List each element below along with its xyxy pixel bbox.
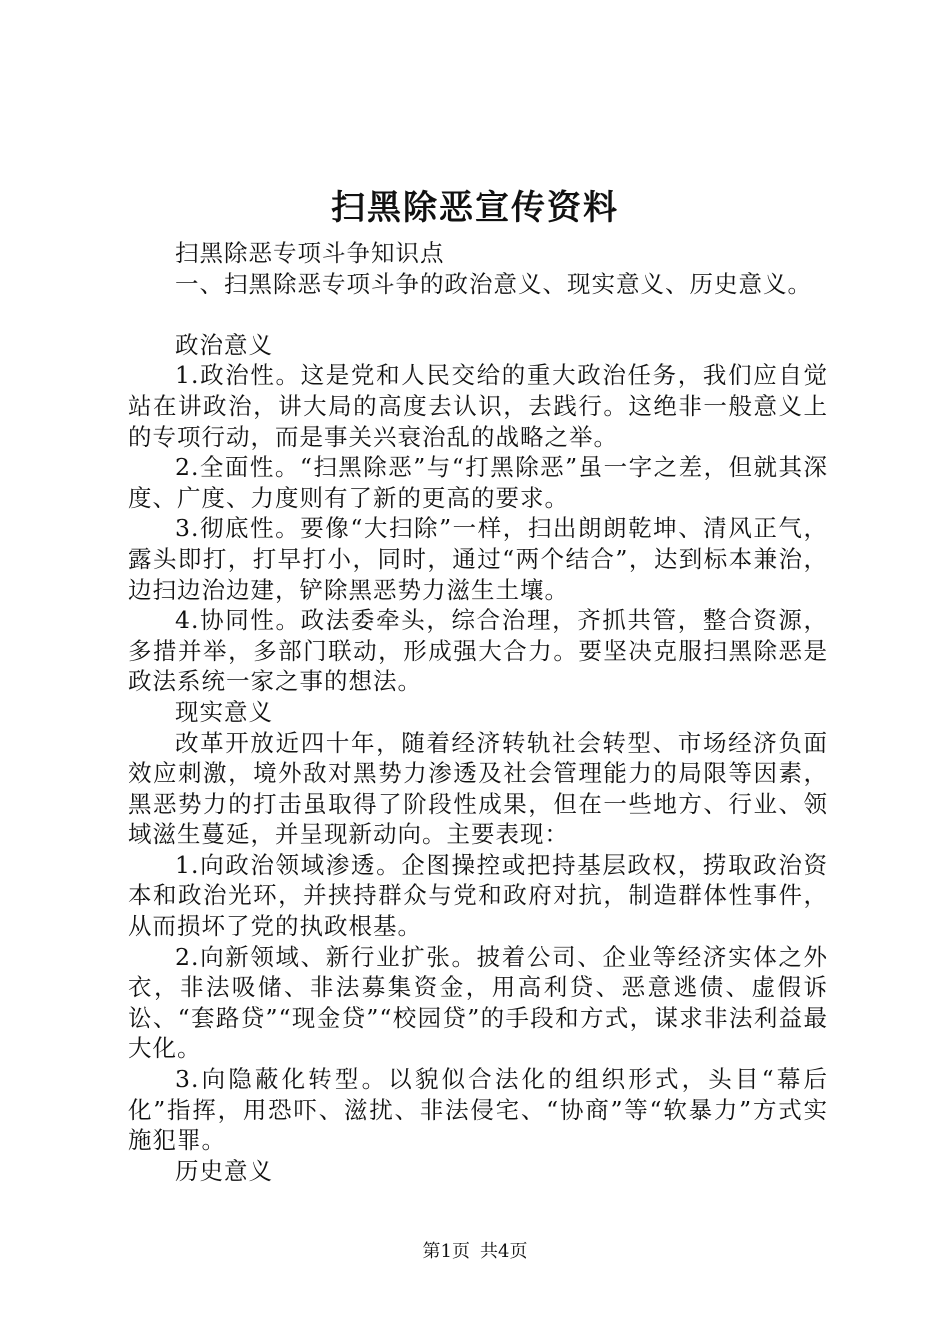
- body-paragraph: 3.向隐蔽化转型。以貌似合法化的组织形式，头目“幕后化”指挥，用恐吓、滋扰、非法侵宅、“协商”等“软暴力”方式实施犯罪。: [128, 1065, 828, 1155]
- subsection-heading: 历史意义: [175, 1156, 273, 1185]
- body-paragraph: 2.全面性。“扫黑除恶”与“打黑除恶”虽一字之差，但就其深度、广度、力度则有了新的更高的要求。: [128, 453, 828, 512]
- body-paragraph: 1.政治性。这是党和人民交给的重大政治任务，我们应自觉站在讲政治，讲大局的高度去认识，去践行。这绝非一般意义上的专项行动，而是事关兴衰治乱的战略之举。: [128, 361, 828, 451]
- subsection-heading: 现实意义: [175, 697, 273, 726]
- document-body: [128, 238, 828, 1186]
- body-paragraph: 2.向新领域、新行业扩张。披着公司、企业等经济实体之外衣，非法吸储、非法募集资金，用高利贷、恶意逃债、虚假诉讼、“套路贷”“现金贷”“校园贷”的手段和方式，谋求非法利益最大化。: [128, 942, 828, 1063]
- body-paragraph: 改革开放近四十年，随着经济转轨社会转型、市场经济负面效应刺激，境外敌对黑势力渗透及社会管理能力的局限等因素，黑恶势力的打击虽取得了阶段性成果，但在一些地方、行业、领域滋生蔓延，并呈现新动向。主要表现：: [128, 728, 828, 849]
- body-paragraph: 1.向政治领域渗透。企图操控或把持基层政权，捞取政治资本和政治光环，并挟持群众与党和政府对抗，制造群体性事件，从而损坏了党的执政根基。: [128, 850, 828, 941]
- blank-line: [128, 299, 828, 330]
- section-heading: 一、扫黑除恶专项斗争的政治意义、现实意义、历史意义。: [175, 269, 812, 298]
- body-paragraph: 3.彻底性。要像“大扫除”一样，扫出朗朗乾坤、清风正气，露头即打，打早打小，同时，通过“两个结合”，达到标本兼治，边扫边治边建，铲除黑恶势力滋生土壤。: [128, 514, 828, 604]
- document-title: 扫黑除恶宣传资料: [331, 188, 619, 228]
- body-paragraph: 4.协同性。政法委牵头，综合治理，齐抓共管，整合资源，多措并举，多部门联动，形成强大合力。要坚决克服扫黑除恶是政法系统一家之事的想法。: [128, 606, 828, 696]
- page-number: 第1页: [422, 1241, 470, 1262]
- page-footer: [0, 1240, 950, 1264]
- section-heading: 扫黑除恶专项斗争知识点: [175, 239, 445, 267]
- page-total: 共4页: [480, 1241, 528, 1262]
- subsection-heading: 政治意义: [175, 330, 273, 359]
